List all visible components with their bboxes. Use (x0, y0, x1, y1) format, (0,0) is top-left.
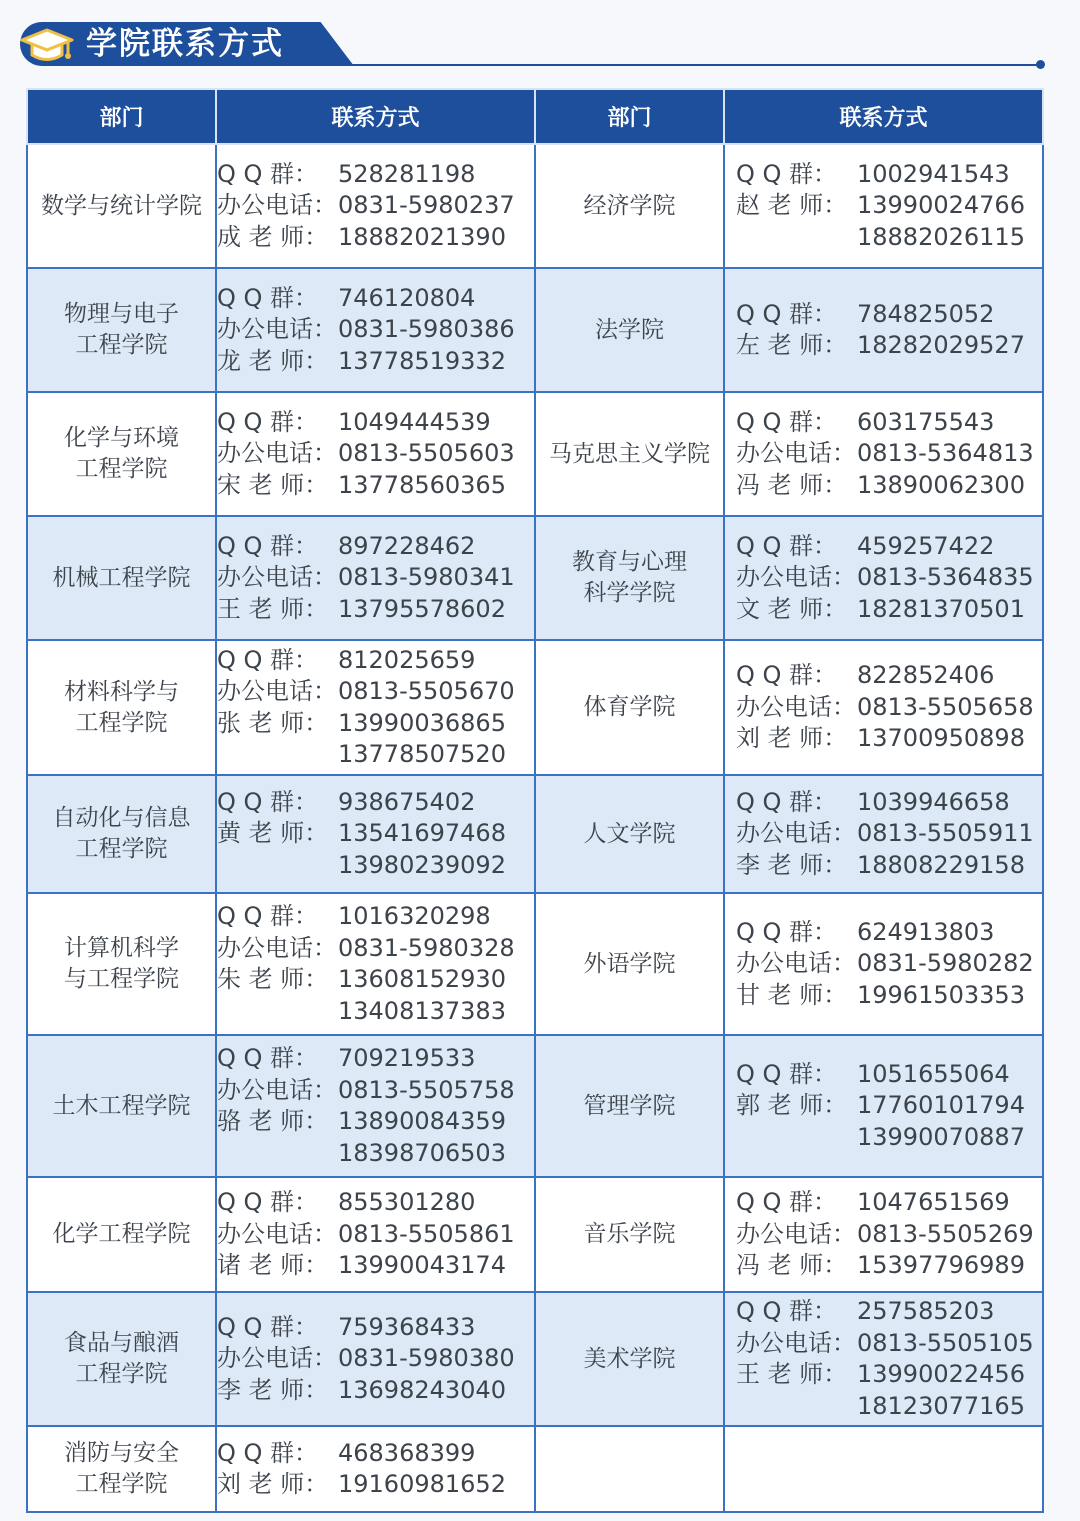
department-cell (27, 640, 216, 775)
contact-cell (216, 268, 535, 392)
department-name: 化学工程学院 (52, 1221, 191, 1247)
contact-value: 17760101794 (857, 1091, 1025, 1120)
department-cell (535, 144, 724, 268)
contact-label: 刘 老 师： (736, 724, 848, 753)
department-cell (535, 775, 724, 893)
contact-value: 938675402 (338, 787, 476, 816)
contact-label: 办公电话： (736, 1219, 856, 1248)
contact-value: 1047651569 (857, 1188, 1010, 1217)
contact-line (217, 222, 534, 254)
department-name: 与工程学院 (64, 966, 179, 992)
contact-value: 13990022456 (857, 1360, 1025, 1388)
contact-label: Q Q 群： (217, 1044, 319, 1072)
contact-label: Q Q 群： (736, 531, 838, 560)
banner-divider (350, 64, 1040, 66)
department-cell (27, 144, 216, 268)
contact-label: Q Q 群： (736, 299, 838, 328)
contact-line (217, 1106, 534, 1138)
contact-value: 19160981652 (338, 1470, 506, 1498)
department-name: 化学与环境 (64, 425, 179, 451)
contact-label: 宋 老 师： (217, 470, 329, 499)
contact-cell (724, 392, 1043, 516)
department-name: 工程学院 (75, 456, 168, 482)
contact-line (736, 692, 1042, 724)
department-cell (535, 516, 724, 640)
contact-label: 李 老 师： (217, 1375, 329, 1404)
contact-label: 办公电话： (217, 677, 337, 705)
column-header-dept: 部门 (27, 89, 216, 144)
table-row (27, 516, 1043, 640)
contact-value: 528281198 (338, 159, 476, 188)
contact-value: 0813-5505105 (857, 1328, 1034, 1357)
department-cell (535, 392, 724, 516)
contact-value: 13778519332 (338, 346, 506, 375)
table-row (27, 893, 1043, 1035)
table-row (27, 1035, 1043, 1177)
contact-value: 19961503353 (857, 980, 1025, 1009)
contact-line (736, 787, 1042, 819)
contact-line (736, 594, 1042, 626)
contact-line (217, 1187, 534, 1219)
department-name: 工程学院 (75, 1361, 168, 1387)
contact-line (736, 1296, 1042, 1328)
contact-value: 0813-5980341 (338, 563, 515, 592)
contact-line (736, 818, 1042, 850)
contact-cell (216, 1177, 535, 1292)
contact-label: 王 老 师： (217, 594, 329, 623)
contact-value: 1016320298 (338, 902, 491, 930)
department-name: 法学院 (595, 316, 664, 343)
contact-label: 王 老 师： (736, 1360, 848, 1388)
contact-cell (724, 1292, 1043, 1426)
department-name: 音乐学院 (583, 1221, 676, 1247)
contact-line (736, 660, 1042, 692)
contact-line (736, 531, 1042, 563)
contact-label: 办公电话： (736, 439, 856, 468)
contacts-table (26, 88, 1044, 1513)
contact-line (217, 283, 534, 315)
contact-label: 赵 老 师： (736, 191, 848, 220)
page-title: 学院联系方式 (86, 26, 284, 62)
department-cell (27, 268, 216, 392)
department-name: 体育学院 (583, 694, 676, 720)
department-name: 计算机科学 (64, 935, 179, 961)
contact-value: 1051655064 (857, 1059, 1010, 1088)
contact-cell (724, 144, 1043, 268)
contact-value: 13778507520 (338, 740, 506, 768)
contact-value: 0813-5364835 (857, 563, 1034, 592)
contact-label: Q Q 群： (217, 1312, 319, 1341)
contact-line (736, 438, 1042, 470)
contact-label: 办公电话： (736, 563, 856, 592)
contact-value: 13778560365 (338, 470, 506, 499)
contact-value: 0813-5505670 (338, 677, 515, 705)
contact-label: 办公电话： (217, 1344, 337, 1373)
contact-label: Q Q 群： (736, 1297, 838, 1325)
contact-label: 办公电话： (217, 1219, 337, 1248)
contact-line (217, 1075, 534, 1107)
contact-cell (216, 144, 535, 268)
contact-value: 13608152930 (338, 965, 506, 993)
contact-line (217, 562, 534, 594)
contact-label: Q Q 群： (736, 787, 838, 816)
banner-dot (1036, 60, 1045, 69)
contact-line (217, 933, 534, 965)
contact-value: 0813-5505911 (857, 819, 1034, 848)
contact-line (736, 1187, 1042, 1219)
contact-value: 624913803 (857, 917, 995, 946)
contact-line (217, 739, 534, 771)
contact-label: 办公电话： (217, 933, 337, 962)
contact-line (736, 190, 1042, 222)
department-cell (27, 1292, 216, 1426)
department-name: 数学与统计学院 (41, 192, 202, 219)
contact-cell (216, 640, 535, 775)
contact-line (217, 470, 534, 502)
contact-value: 18808229158 (857, 850, 1025, 879)
contact-label: Q Q 群： (736, 917, 838, 946)
contact-line (217, 818, 534, 850)
contact-value: 0813-5505861 (338, 1219, 515, 1248)
contact-value: 13541697468 (338, 819, 506, 848)
contact-line (217, 901, 534, 933)
contact-line (217, 996, 534, 1028)
contact-label: Q Q 群： (217, 787, 319, 816)
contact-cell (216, 516, 535, 640)
department-cell (535, 1426, 724, 1512)
contact-label: Q Q 群： (736, 1059, 838, 1088)
contact-label: Q Q 群： (736, 1188, 838, 1217)
contact-cell (216, 1292, 535, 1426)
contact-label: Q Q 群： (217, 283, 319, 312)
contact-cell (216, 392, 535, 516)
department-name: 工程学院 (75, 709, 168, 736)
department-cell (535, 268, 724, 392)
contact-value: 0831-5980237 (338, 191, 515, 220)
contact-value: 13795578602 (338, 594, 506, 623)
contact-label: 诸 老 师： (217, 1251, 329, 1280)
table-row (27, 640, 1043, 775)
contact-line (736, 562, 1042, 594)
contact-value: 603175543 (857, 407, 995, 436)
department-cell (535, 640, 724, 775)
table-row (27, 1426, 1043, 1512)
contact-value: 1002941543 (857, 159, 1010, 188)
contact-value: 0813-5505603 (338, 439, 515, 468)
contact-cell (724, 516, 1043, 640)
contact-line (217, 850, 534, 882)
department-name: 工程学院 (75, 332, 168, 358)
department-cell (535, 1292, 724, 1426)
contact-cell (216, 893, 535, 1035)
department-name: 机械工程学院 (52, 564, 191, 591)
contact-label: Q Q 群： (217, 645, 319, 674)
contact-line (217, 594, 534, 626)
contact-line (736, 1359, 1042, 1391)
department-name: 马克思主义学院 (549, 440, 710, 467)
contact-value: 897228462 (338, 531, 476, 560)
contact-value: 13990036865 (338, 708, 506, 737)
contact-value: 257585203 (857, 1297, 995, 1325)
graduation-cap-icon (18, 24, 76, 66)
contact-value: 459257422 (857, 531, 995, 560)
contact-cell (216, 775, 535, 893)
department-name: 经济学院 (583, 192, 676, 219)
contact-cell (724, 1177, 1043, 1292)
contact-cell (724, 1035, 1043, 1177)
contact-value: 822852406 (857, 661, 995, 690)
contact-label: Q Q 群： (736, 159, 838, 188)
contact-value: 13990043174 (338, 1251, 506, 1280)
contact-label: 办公电话： (217, 563, 337, 592)
contact-value: 784825052 (857, 299, 995, 328)
contact-label: Q Q 群： (217, 159, 319, 188)
contact-value: 18123077165 (857, 1391, 1025, 1420)
contact-label: 黄 老 师： (217, 819, 329, 848)
contact-line (736, 917, 1042, 949)
contact-line (736, 850, 1042, 882)
contact-label: Q Q 群： (217, 531, 319, 560)
contact-value: 1039946658 (857, 787, 1010, 816)
contact-line (217, 787, 534, 819)
department-cell (27, 516, 216, 640)
contact-label: 办公电话： (217, 315, 337, 344)
contact-line (736, 1090, 1042, 1122)
contact-value: 13890062300 (857, 470, 1025, 499)
contact-line (217, 676, 534, 708)
contact-label: Q Q 群： (736, 661, 838, 690)
contact-line (217, 438, 534, 470)
section-banner (0, 0, 1080, 86)
contact-line (217, 645, 534, 677)
contact-value: 18398706503 (338, 1138, 506, 1167)
contact-value: 13408137383 (338, 996, 506, 1025)
contact-value: 0831-5980386 (338, 315, 515, 344)
contact-line (736, 1122, 1042, 1154)
contact-value: 0831-5980328 (338, 933, 515, 962)
department-name: 工程学院 (75, 836, 168, 862)
contact-line (736, 470, 1042, 502)
department-name: 教育与心理 (572, 549, 687, 575)
department-cell (27, 392, 216, 516)
contact-cell (724, 268, 1043, 392)
contact-line (217, 964, 534, 996)
department-name: 消防与安全 (64, 1440, 179, 1466)
contact-label: 朱 老 师： (217, 965, 329, 993)
contact-label: 郭 老 师： (736, 1091, 848, 1120)
contact-value: 0813-5505269 (857, 1219, 1034, 1248)
contact-label: 办公电话： (736, 949, 856, 978)
contact-line (217, 1469, 534, 1501)
contact-line (217, 1138, 534, 1170)
department-cell (27, 1426, 216, 1512)
contact-value: 1049444539 (338, 407, 491, 436)
contact-line (217, 407, 534, 439)
contact-label: 李 老 师： (736, 850, 848, 879)
contact-line (736, 299, 1042, 331)
contact-line (736, 222, 1042, 254)
contact-label: 甘 老 师： (736, 980, 848, 1009)
contact-label: 办公电话： (736, 692, 856, 721)
department-cell (535, 893, 724, 1035)
contact-line (736, 1059, 1042, 1091)
contact-value: 13990070887 (857, 1122, 1025, 1151)
column-header-dept: 部门 (535, 89, 724, 144)
contact-label: 左 老 师： (736, 331, 848, 359)
contact-label: 成 老 师： (217, 222, 329, 251)
department-name: 美术学院 (583, 1345, 676, 1372)
contact-value: 0831-5980282 (857, 949, 1034, 978)
contact-line (217, 1219, 534, 1251)
contact-cell (724, 775, 1043, 893)
contact-label: 文 老 师： (736, 594, 848, 623)
contact-label: 冯 老 师： (736, 1251, 848, 1280)
column-header-contact: 联系方式 (724, 89, 1043, 144)
contact-label: 办公电话： (736, 1328, 856, 1357)
department-cell (535, 1035, 724, 1177)
contact-value: 0813-5364813 (857, 439, 1034, 468)
contact-line (736, 1219, 1042, 1251)
contact-label: 骆 老 师： (217, 1107, 329, 1135)
contact-line (217, 346, 534, 378)
table-row (27, 392, 1043, 516)
contact-line (736, 1391, 1042, 1423)
contact-value: 18882026115 (857, 222, 1025, 251)
contact-cell (724, 640, 1043, 775)
contact-label: 冯 老 师： (736, 470, 848, 499)
contact-value: 18282029527 (857, 331, 1025, 359)
contact-value: 13890084359 (338, 1107, 506, 1135)
contact-label: 办公电话： (217, 439, 337, 468)
contact-value: 746120804 (338, 283, 476, 312)
contact-value: 13980239092 (338, 850, 506, 879)
contact-line (736, 980, 1042, 1012)
department-name: 物理与电子 (64, 301, 179, 327)
table-body (27, 144, 1043, 1512)
contact-line (217, 1438, 534, 1470)
contact-label: Q Q 群： (217, 902, 319, 930)
department-name: 自动化与信息 (52, 805, 191, 831)
contact-line (217, 1250, 534, 1282)
department-name: 外语学院 (583, 950, 676, 977)
contact-value: 812025659 (338, 645, 476, 674)
contact-value: 855301280 (338, 1188, 476, 1217)
contact-line (217, 1375, 534, 1407)
department-cell (27, 893, 216, 1035)
contact-value: 0813-5505758 (338, 1075, 515, 1104)
department-cell (535, 1177, 724, 1292)
contact-line (736, 1328, 1042, 1360)
contact-line (736, 948, 1042, 980)
contact-line (217, 1312, 534, 1344)
contact-line (217, 190, 534, 222)
contact-value: 0831-5980380 (338, 1344, 515, 1373)
contact-value: 13700950898 (857, 724, 1025, 753)
contact-value: 13698243040 (338, 1375, 506, 1404)
contact-label: 龙 老 师： (217, 346, 329, 375)
table-row (27, 268, 1043, 392)
contact-value: 709219533 (338, 1044, 476, 1072)
department-name: 食品与酿酒 (64, 1330, 179, 1356)
contact-label: Q Q 群： (217, 407, 319, 436)
contact-line (736, 723, 1042, 755)
table-header-row (27, 89, 1043, 144)
contact-label: 办公电话： (736, 819, 856, 848)
contact-line (217, 531, 534, 563)
contact-label: Q Q 群： (736, 407, 838, 436)
contact-label: 办公电话： (217, 191, 337, 220)
department-name: 管理学院 (583, 1092, 676, 1119)
contact-value: 759368433 (338, 1312, 476, 1341)
contact-line (736, 407, 1042, 439)
table-row (27, 1177, 1043, 1292)
contact-line (736, 159, 1042, 191)
contact-label: Q Q 群： (217, 1188, 319, 1217)
contact-value: 13990024766 (857, 191, 1025, 220)
contact-line (217, 1043, 534, 1075)
contact-line (736, 330, 1042, 362)
department-name: 工程学院 (75, 1471, 168, 1497)
contact-label: 办公电话： (217, 1075, 337, 1104)
contact-value: 15397796989 (857, 1251, 1025, 1280)
contact-value: 18281370501 (857, 594, 1025, 623)
department-cell (27, 775, 216, 893)
table-row (27, 775, 1043, 893)
contact-cell (724, 1426, 1043, 1512)
contact-label: 刘 老 师： (217, 1470, 329, 1498)
contact-line (217, 314, 534, 346)
contact-line (736, 1250, 1042, 1282)
column-header-contact: 联系方式 (216, 89, 535, 144)
contact-cell (216, 1426, 535, 1512)
contact-cell (724, 893, 1043, 1035)
contact-line (217, 708, 534, 740)
department-cell (27, 1035, 216, 1177)
department-name: 人文学院 (583, 820, 676, 847)
contact-cell (216, 1035, 535, 1177)
department-name: 土木工程学院 (52, 1092, 191, 1119)
contact-label: Q Q 群： (217, 1438, 319, 1467)
department-name: 科学学院 (583, 580, 676, 606)
contact-label: 张 老 师： (217, 708, 329, 737)
department-cell (27, 1177, 216, 1292)
contact-value: 0813-5505658 (857, 692, 1034, 721)
contact-value: 468368399 (338, 1438, 476, 1467)
contact-line (217, 159, 534, 191)
contact-value: 18882021390 (338, 222, 506, 251)
table-row (27, 1292, 1043, 1426)
department-name: 材料科学与 (64, 678, 179, 705)
contact-line (217, 1343, 534, 1375)
table-row (27, 144, 1043, 268)
